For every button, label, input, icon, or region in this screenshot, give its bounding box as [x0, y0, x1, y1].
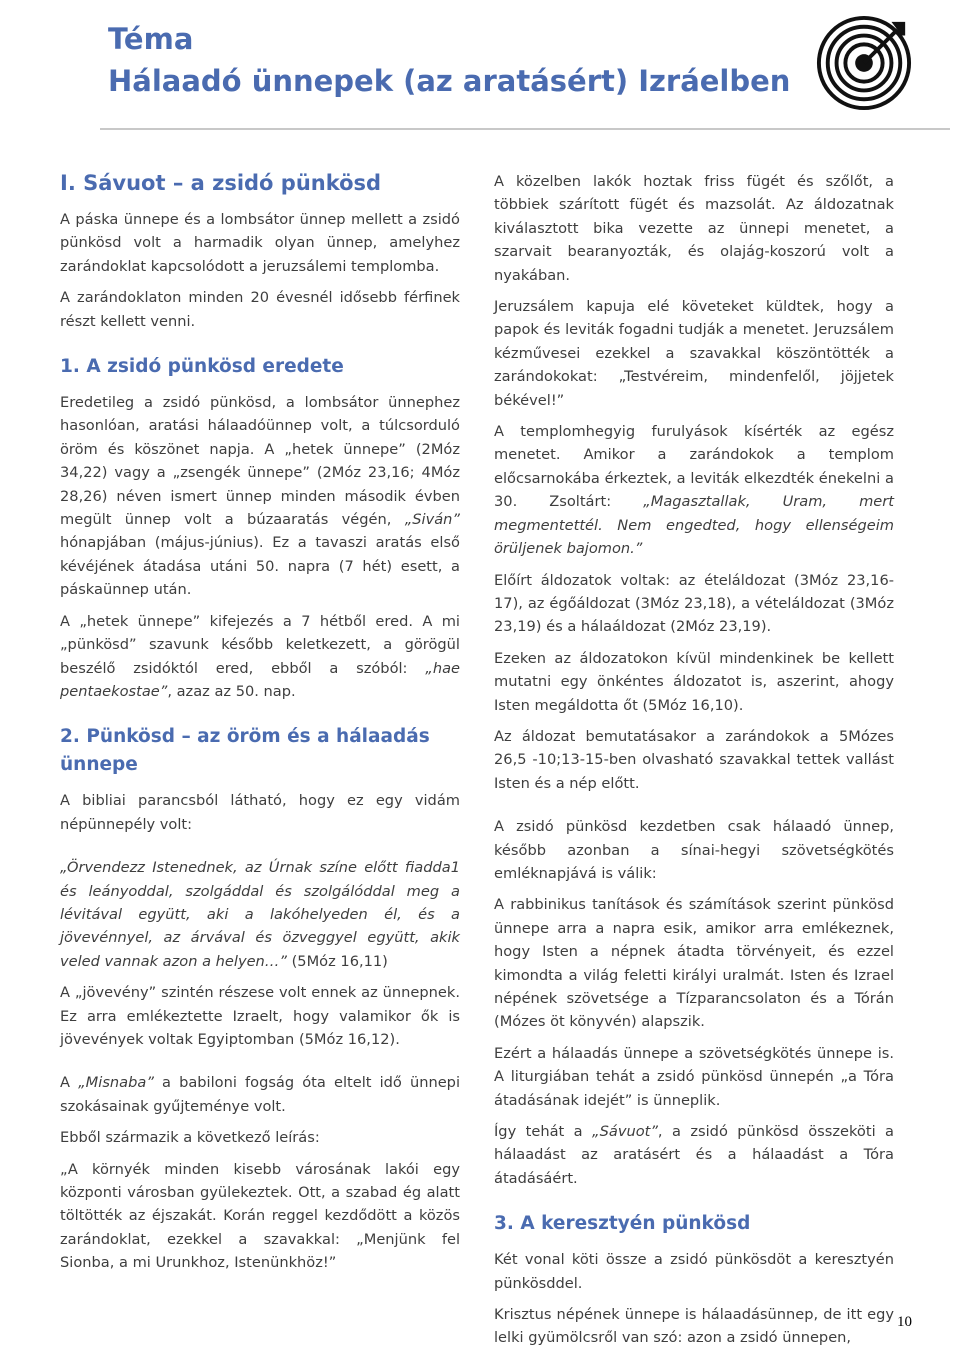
paragraph: A zsidó pünkösd kezdetben csak hálaadó ünnep, később azonban a sínai-hegyi szövetségkötés emléknapjává is válik: [494, 818, 894, 882]
left-column [60, 168, 460, 1283]
paragraph: A „jövevény” szintén részese volt ennek az ünnepnek. Ez arra emlékeztette Izraelt, hogy valamikor ők is jövevények voltak Egyiptomban (5Móz 16,12). [60, 984, 460, 1048]
header-divider [100, 128, 950, 130]
subheading-christian-pentecost: 3. A keresztyén pünkösd [494, 1213, 751, 1235]
target-icon [815, 14, 913, 112]
quote-paragraph: „Örvendezz Istenednek, az Úrnak színe előtt fiadda1 és leányoddal, szolgáddal és szolgálóddal meg a lévitával együtt, aki a lakóhelyeden él, és a jövevénnyel, az árvával és özveggyel együtt, akik veled vannak azon a helyen…” (5Móz 16,11) [60, 859, 460, 970]
paragraph: „A környék minden kisebb városának lakói egy központi városban gyülekeztek. Ott, a szabad ég alatt töltötték az éjszakát. Korán reggel kezdődött a közös zarándoklat, ezekkel a szavakkal: „Menjünk fel Sionba, a mi Urunkhoz, Istenünkhöz!” [60, 1160, 460, 1272]
paragraph: A páska ünnepe és a lombsátor ünnep mellett a zsidó pünkösd volt a harmadik olyan ünnep, amelyhez zarándoklat kapcsolódott a jeruzsálemi templomba. [60, 211, 460, 275]
page-number: 10 [897, 1314, 912, 1330]
title-line-2: Hálaadó ünnepek (az aratásért) Izráelben [108, 64, 791, 98]
paragraph: A bibliai parancsból látható, hogy ez egy vidám népünnepély volt: [60, 792, 460, 833]
right-column [494, 170, 894, 1358]
paragraph: A „Misnaba” a babiloni fogság óta eltelt idő ünnepi szokásainak gyűjteménye volt. [60, 1074, 461, 1115]
paragraph: A rabbinikus tanítások és számítások szerint pünkösd ünnepe arra a napra esik, amikor arra emlékeznek, hogy Isten a népnek átadta törvényeit, és ezzel kimondta a világ feletti királyi uralmát. Isten és Izrael népének szövetsége a Tízparancsolaton és a Tórán (Mózes öt könyvén) alapszik. [494, 896, 894, 1031]
paragraph: Ezeken az áldozatokon kívül mindenkinek be kellett mutatni egy önkéntes áldozatot is, aszerint, ahogy Isten megáldotta őt (5Móz 16,10). [494, 649, 894, 714]
page-title [108, 18, 790, 102]
paragraph: Két vonal köti össze a zsidó pünkösdöt a keresztyén pünkösddel. [494, 1251, 894, 1292]
paragraph: Jeruzsálem kapuja elé követeket küldtek, hogy a papok és leviták fogadni tudják a menetet. Jeruzsálem kézművesei ezekkel a szavakkal köszöntötték a zarándokokat: „Testvéreim, mindenfelől, jöjjetek békével!” [494, 298, 894, 409]
paragraph: Ebből származik a következő leírás: [60, 1129, 320, 1147]
paragraph: Így tehát a „Sávuot”, a zsidó pünkösd összeköti a hálaadást az aratásért és a hálaadást a Tóra átadásáért. [494, 1123, 894, 1187]
paragraph: Eredetileg a zsidó pünkösd, a lombsátor ünnephez hasonlóan, aratási hálaadóünnep volt, a túlcsorduló öröm és köszönet napja. A „hetek ünnepe” (2Móz 34,22) vagy a „zsengék ünnepe” (2Móz 23,16; 4Móz 28,26) néven ismert ünnep minden második évben megült ünnep volt a búzaaratás végén, „Siván” hónapjában (május-június). Ez a tavaszi aratás első kévéjének átadása utáni 50. napra (7 hét) esett, a páskaünnep után. [60, 394, 460, 599]
paragraph: Ezért a hálaadás ünnepe a szövetségkötés ünnepe is. A liturgiában tehát a zsidó pünkösd ünnepén „a Tóra átadásának idejét” is ünneplik. [494, 1044, 894, 1109]
paragraph: A templomhegyig furulyások kísérték az egész menetet. Amikor a zarándokok a templom előcsarnokába érkeztek, a leviták elkezdték énekelni a 30. Zsoltárt: „Magasztallak, Uram, mert megmentettél. Nem engedted, hogy ellenségeim örüljenek bajomon.” [494, 423, 895, 558]
paragraph: A zarándoklaton minden 20 évesnél idősebb férfinek részt kellett venni. [60, 289, 460, 330]
subheading-joy: 2. Pünkösd – az öröm és a hálaadás ünnepe [60, 726, 430, 776]
title-line-1: Téma [108, 22, 194, 56]
paragraph: Az áldozat bemutatásakor a zarándokok a 5Mózes 26,5 -10;13-15-ben olvasható szavakkal tettek vallást Isten és a nép előtt. [494, 727, 894, 792]
paragraph: Krisztus népének ünnepe is hálaadásünnep, de itt egy lelki gyümölcsről van szó: azon a zsidó ünnepen, [494, 1306, 894, 1347]
paragraph: Előírt áldozatok voltak: az ételáldozat (3Móz 23,16-17), az égőáldozat (3Móz 23,18), a vételáldozat (3Móz 23,19) és a hálaáldozat (2Móz 23,19). [494, 571, 894, 636]
subheading-origin: 1. A zsidó pünkösd eredete [60, 356, 344, 378]
paragraph: A „hetek ünnepe” kifejezés a 7 hétből ered. A mi „pünkösd” szavunk később keletkezett, a görögül beszélő zsidóktól ered, ebből a szóból: „hae pentaekostae”, azaz az 50. nap. [60, 612, 460, 700]
section-heading-savuot: I. Sávuot – a zsidó pünkösd [60, 171, 382, 195]
paragraph: A közelben lakók hoztak friss fügét és szőlőt, a többiek szárított fügét és mazsolát. Az áldozatnak kiválasztott bika vezette az ünnepi menetet, a szarvait bearanyozták, és olajág-koszorú volt a nyakában. [494, 173, 894, 284]
